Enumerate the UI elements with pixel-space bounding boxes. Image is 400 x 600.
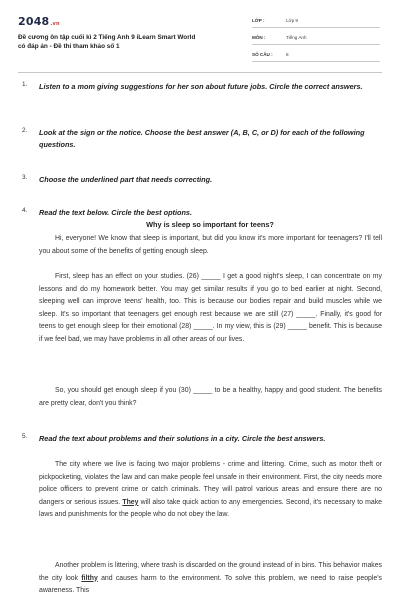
document-header — [0, 0, 400, 70]
question-instruction: Read the text below. Circle the best options. — [39, 208, 192, 217]
meta-value: Lớp 9 — [286, 18, 298, 23]
question-number: 4. — [22, 207, 28, 214]
text-segment: will also take quick action to any emergencies. Second, it's necessary to make laws and punishments for the people who do not obey the law. — [39, 498, 382, 519]
logo-suffix: .vn — [50, 21, 60, 27]
question-instruction: Read the text about problems and their solutions in a city. Circle the best answers. — [39, 434, 326, 443]
text-segment: Another problem is littering, where trash is discarded on the ground instead of in bins. This behavior makes the city look — [39, 562, 382, 582]
meta-label: LỚP : — [252, 18, 265, 23]
passage-title: Why is sleep so important for teens? — [146, 220, 274, 229]
question-number: 2. — [22, 127, 28, 134]
text-segment: The city where we live is facing two major problems - crime and littering. Crime, such as motor theft or pickpocketing, violates the law and can make people feel unsafe in their environment. First, the city needs more police officers to prevent crime or catch criminals. They will patrol various areas and ensure there are no dangers or serious issues. — [39, 461, 382, 506]
meta-value: 8 — [286, 52, 289, 57]
title-line-2: có đáp án - Đề thi tham khảo số 1 — [18, 42, 120, 50]
passage-paragraph: First, sleep has an effect on your studies. (26) _____ I get a good night's sleep, I can concentrate on my lessons and do my homework better. You may get similar results if you go to bed earlier at night. Second, sleeping well can improve teens' health, too. This is because our bodies repair and build muscles while we sleep. It's so important that teenagers get enough rest because we are still (27) _____. Finally, it's good for teens to get enough sleep for their emotional (28) _____. In my view, this is (29) _____ benefit. This is because if we feel bad, we may have problems in all other areas of our lives. — [39, 273, 382, 343]
meta-label: MÔN : — [252, 35, 266, 40]
question-5 — [22, 433, 382, 445]
question-number: 3. — [22, 174, 28, 181]
meta-label: SỐ CÂU : — [252, 52, 273, 57]
text-segment: and causes harm to the environment. To solve this problem, we need to raise people's awareness. This — [39, 574, 382, 595]
meta-row-count — [252, 48, 380, 62]
logo-text: 2048 — [18, 15, 50, 28]
question-1 — [22, 81, 382, 93]
question-instruction: Choose the underlined part that needs correcting. — [39, 175, 213, 184]
passage-paragraph: So, you should get enough sleep if you (30) _____ to be a healthy, happy and good student. The benefits are pretty clear, don't you think? — [39, 387, 382, 407]
question-instruction: Look at the sign or the notice. Choose the best answer (A, B, C, or D) for each of the following questions. — [39, 128, 365, 149]
question-2 — [22, 127, 382, 150]
passage-paragraph — [39, 459, 382, 522]
passage-paragraph — [39, 560, 382, 598]
document-meta — [252, 14, 380, 65]
passage-paragraph: Hi, everyone! We know that sleep is important, but did you know it's more important for teenagers? I'll tell you about some of the benefits of getting enough sleep. — [39, 235, 382, 255]
question-number: 1. — [22, 81, 28, 88]
question-3 — [22, 174, 382, 186]
site-logo[interactable] — [18, 15, 60, 28]
question-instruction: Listen to a mom giving suggestions for her son about future jobs. Circle the correct answers. — [39, 82, 363, 91]
question-4 — [22, 207, 382, 219]
question-number: 5. — [22, 433, 28, 440]
meta-row-class — [252, 14, 380, 28]
meta-value: Tiếng Anh — [286, 35, 307, 40]
meta-row-subject — [252, 31, 380, 45]
document-title — [18, 34, 250, 51]
title-line-1: Đề cương ôn tập cuối kì 2 Tiếng Anh 9 iLearn Smart World — [18, 34, 196, 41]
underlined-word: filthy — [81, 574, 98, 582]
header-divider — [18, 72, 382, 73]
underlined-word: They — [122, 498, 139, 506]
